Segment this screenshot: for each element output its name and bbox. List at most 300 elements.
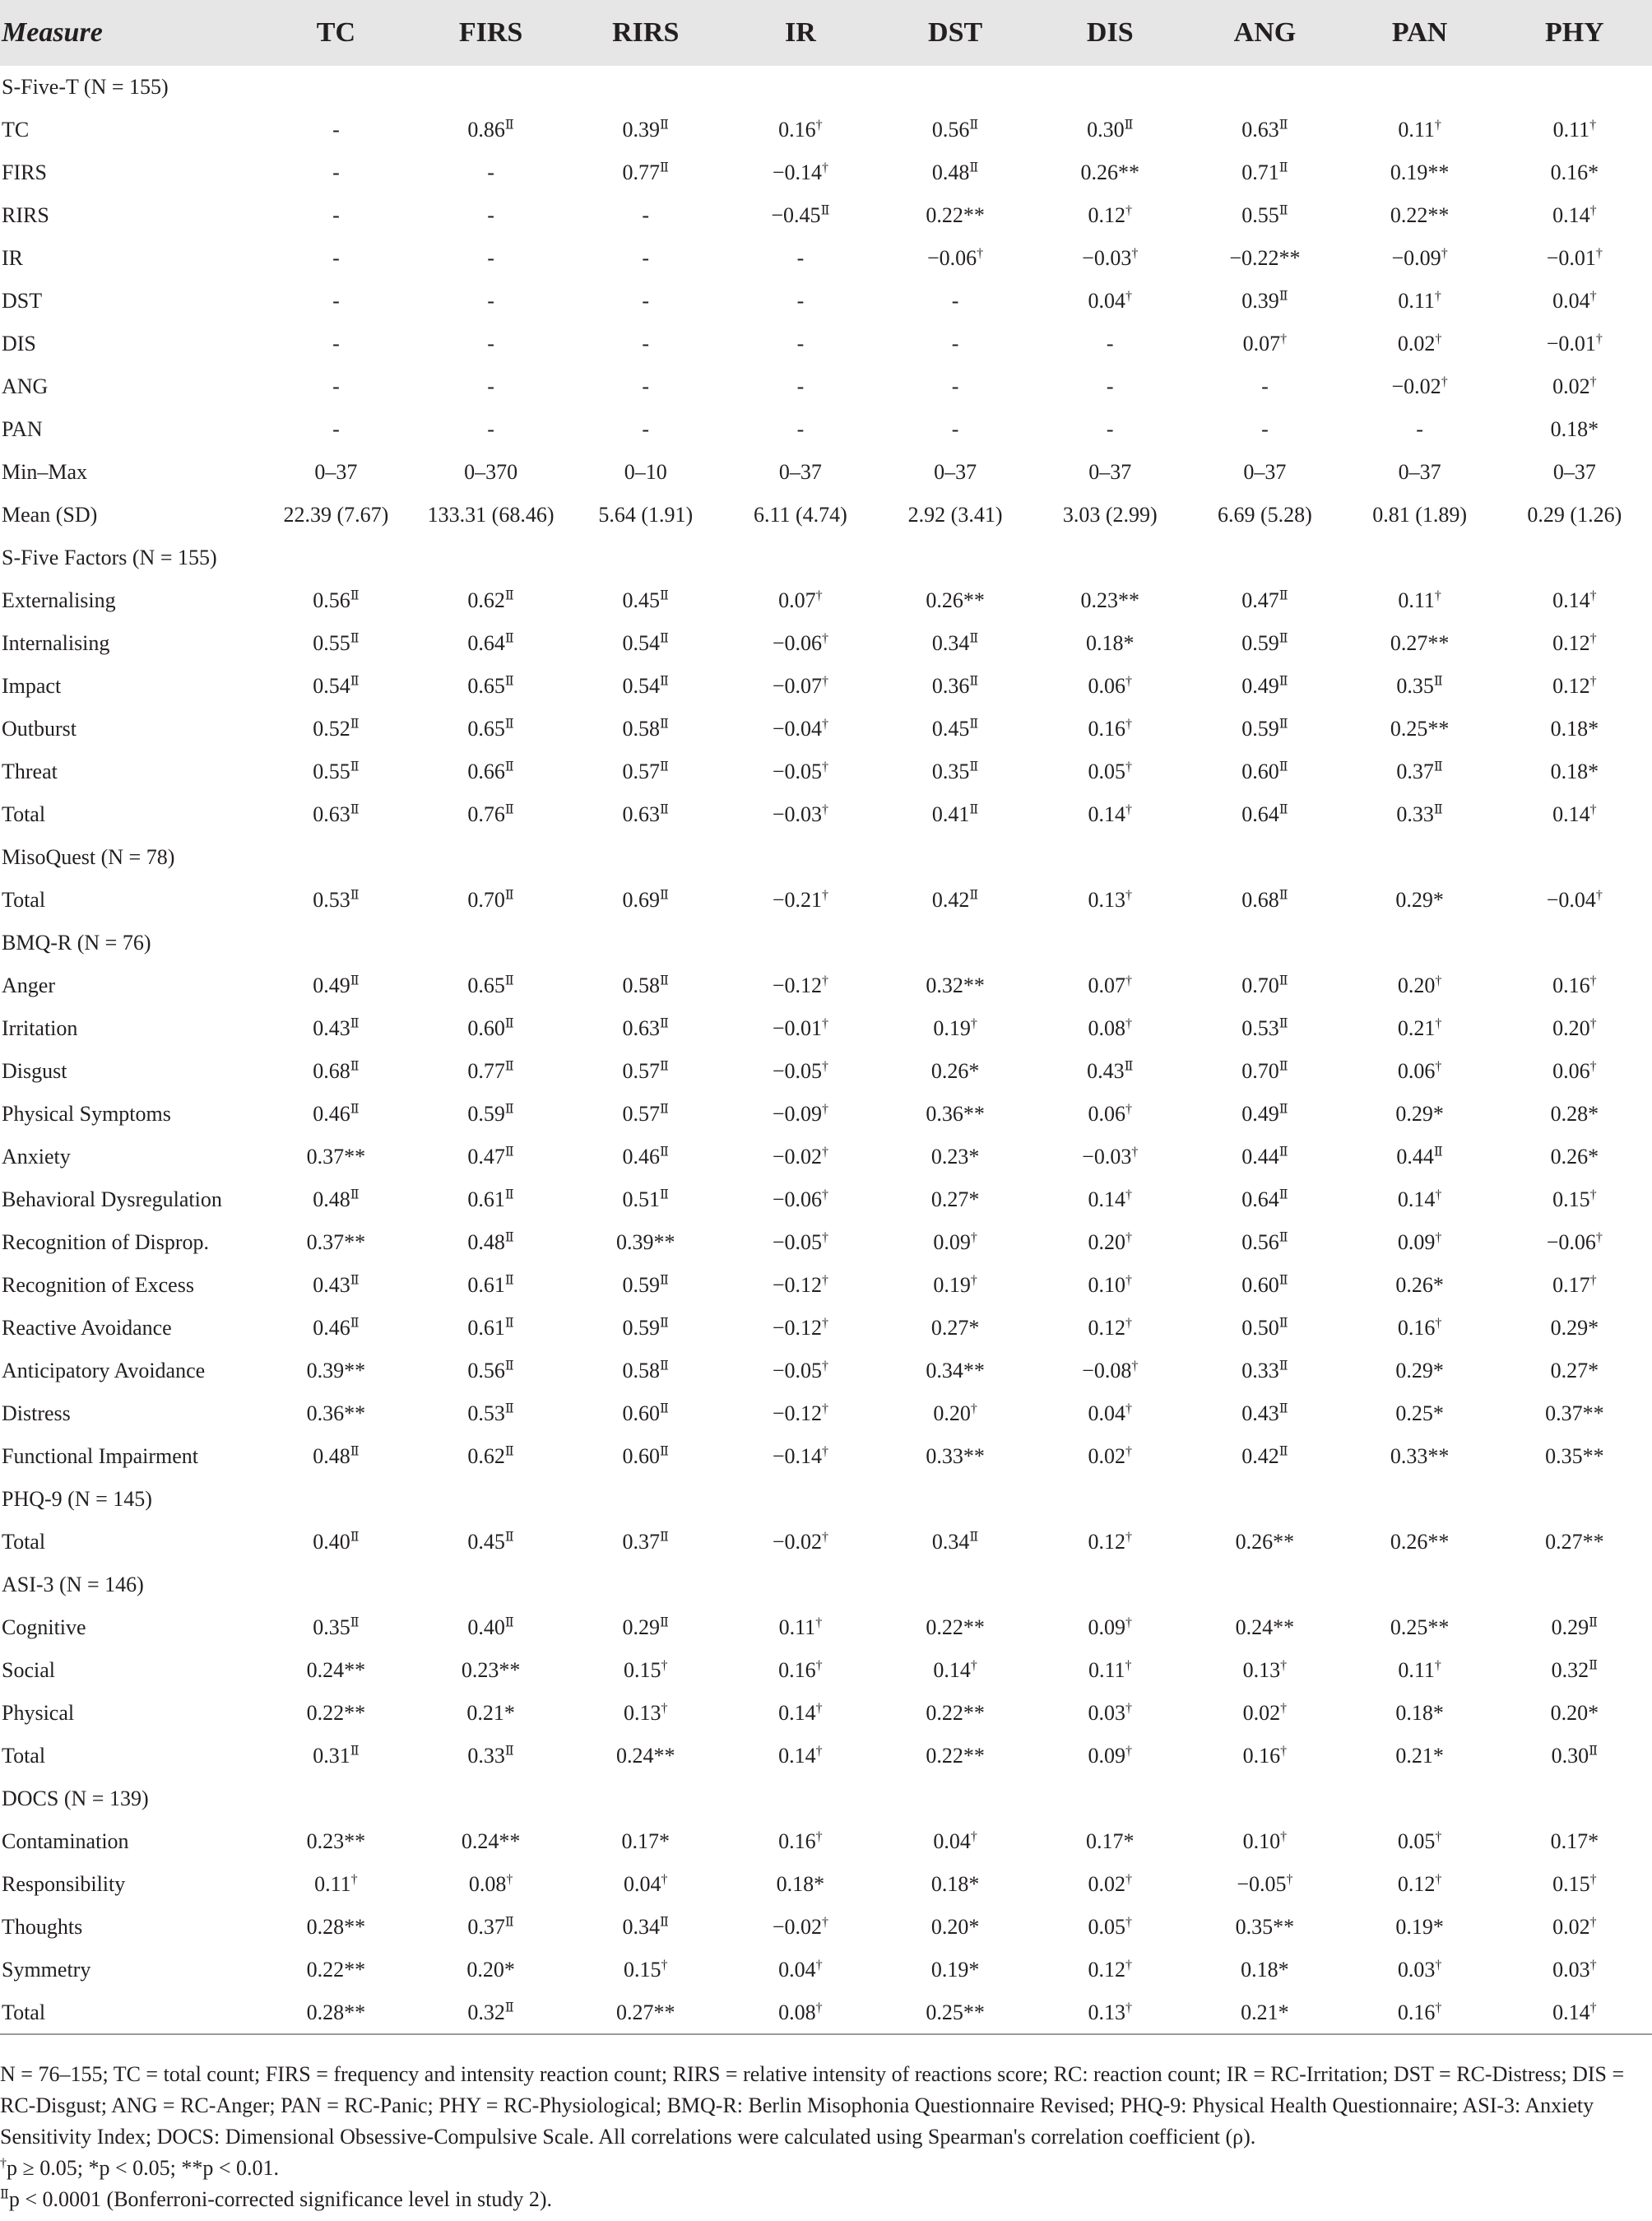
table-cell: 0.04† [778, 1958, 823, 1982]
table-cell: 0.26** [1080, 160, 1139, 184]
table-cell: $0.33^Ⅱ$ [467, 1744, 514, 1768]
table-row [0, 964, 1652, 1007]
table-cell: 0.06† [1088, 1102, 1132, 1126]
row-label: FIRS [2, 160, 47, 184]
section-title: S-Five-T (N = 155) [2, 75, 169, 99]
table-cell: 22.39 (7.67) [283, 503, 389, 527]
table-cell: $0.59^Ⅱ$ [1241, 717, 1288, 741]
table-cell: 0.04† [1552, 289, 1597, 313]
table-cell: 0.36** [926, 1102, 985, 1126]
row-label: Cognitive [2, 1615, 86, 1639]
table-row [0, 1735, 1652, 1777]
table-row [0, 1435, 1652, 1478]
table-cell: 0.26** [1235, 1530, 1295, 1554]
table-cell: 0.18* [1550, 717, 1599, 741]
table-row [0, 1906, 1652, 1949]
table-cell: 0.21† [1397, 1016, 1442, 1040]
row-label: Total [2, 802, 46, 826]
table-cell: 0.28** [306, 1915, 366, 1939]
table-cell: $0.48^Ⅱ$ [467, 1230, 514, 1254]
table-cell: −0.14† [772, 160, 828, 184]
table-row [0, 1307, 1652, 1350]
table-row [0, 1820, 1652, 1863]
table-cell: 0.12† [1552, 674, 1597, 698]
table-cell: - [332, 246, 340, 270]
table-cell: 0.09† [1088, 1744, 1132, 1768]
table-cell: 0.29 (1.26) [1527, 503, 1622, 527]
table-cell: $0.50^Ⅱ$ [1241, 1316, 1288, 1340]
table-cell: −0.05† [1237, 1872, 1293, 1896]
table-cell: −0.12† [772, 1316, 828, 1340]
table-cell: $0.63^Ⅱ$ [313, 802, 360, 826]
table-cell: 0.18* [930, 1872, 980, 1896]
row-label: Recognition of Excess [2, 1273, 194, 1297]
table-cell: 0.34** [926, 1359, 985, 1382]
table-cell: 0.14† [933, 1658, 977, 1682]
table-cell: $0.57^Ⅱ$ [622, 760, 669, 783]
table-row [0, 109, 1652, 151]
table-row [0, 365, 1652, 408]
table-cell: $0.29^Ⅱ$ [622, 1615, 669, 1639]
table-cell: - [332, 289, 340, 313]
table-cell: $0.33^Ⅱ$ [1241, 1359, 1288, 1382]
table-cell: −0.12† [772, 1273, 828, 1297]
table-cell: 0.14† [778, 1744, 823, 1768]
table-cell: $0.47^Ⅱ$ [467, 1145, 514, 1169]
table-cell: 0.12† [1088, 1530, 1132, 1554]
table-cell: $0.49^Ⅱ$ [1241, 674, 1288, 698]
table-cell: $0.46^Ⅱ$ [313, 1102, 360, 1126]
table-cell: $0.71^Ⅱ$ [1241, 160, 1288, 184]
row-label: Irritation [2, 1016, 78, 1040]
header-col-phy: PHY [1544, 17, 1604, 48]
table-cell: 0.29* [1395, 888, 1444, 912]
table-row [0, 1863, 1652, 1906]
table-cell: $0.30^Ⅱ$ [1551, 1744, 1599, 1768]
table-cell: −0.12† [772, 973, 828, 997]
table-row [0, 622, 1652, 665]
table-cell: 0.11† [778, 1615, 823, 1639]
row-label: DST [2, 289, 43, 313]
table-cell: 0.10† [1088, 1273, 1132, 1297]
table-cell: $-0.45^Ⅱ$ [771, 203, 830, 227]
row-label: Symmetry [2, 1958, 91, 1982]
table-cell: 0.22** [926, 1701, 985, 1725]
table-cell: $0.58^Ⅱ$ [622, 1359, 669, 1382]
table-cell: 0.26* [1550, 1145, 1599, 1169]
table-cell: 0.12† [1088, 203, 1132, 227]
table-cell: $0.65^Ⅱ$ [467, 973, 514, 997]
table-cell: - [951, 417, 959, 441]
table-row [0, 451, 1652, 494]
table-cell: 5.64 (1.91) [598, 503, 694, 527]
table-cell: 0.36** [306, 1401, 366, 1425]
table-cell: −0.02† [772, 1145, 828, 1169]
table-cell: 0.13† [1242, 1658, 1288, 1682]
table-cell: 0.23** [306, 1829, 366, 1853]
table-cell: 0.16† [1552, 973, 1597, 997]
table-cell: 0.29* [1550, 1316, 1599, 1340]
table-cell: 0.17* [1550, 1829, 1599, 1853]
table-cell: 0.22** [306, 1958, 366, 1982]
table-cell: 0.03† [1088, 1701, 1132, 1725]
table-cell: −0.04† [772, 717, 828, 741]
table-cell: - [487, 332, 494, 355]
section-header-row [0, 836, 1652, 879]
table-cell: 0.06† [1552, 1059, 1597, 1083]
row-label: Physical [2, 1701, 75, 1725]
table-cell: - [1106, 374, 1114, 398]
table-cell: $0.32^Ⅱ$ [1551, 1658, 1599, 1682]
table-cell: 0.12† [1552, 631, 1597, 655]
table-cell: 0.22** [1390, 203, 1450, 227]
row-label: Anxiety [2, 1145, 71, 1169]
row-label: PAN [2, 417, 43, 441]
table-cell: 0.20* [466, 1958, 515, 1982]
table-cell: 0.16† [778, 1658, 823, 1682]
table-cell: - [487, 246, 494, 270]
table-cell: $0.55^Ⅱ$ [313, 760, 360, 783]
table-cell: $0.60^Ⅱ$ [1241, 1273, 1288, 1297]
table-cell: 0–37 [314, 460, 358, 484]
note-significance: †p ≥ 0.05; *p < 0.05; **p < 0.01. [0, 2156, 280, 2180]
table-cell: $0.70^Ⅱ$ [1241, 1059, 1288, 1083]
table-cell: $0.77^Ⅱ$ [467, 1059, 514, 1083]
table-cell: 0.24** [1235, 1615, 1295, 1639]
table-row [0, 494, 1652, 537]
table-cell: 0.02† [1088, 1872, 1132, 1896]
table-cell: 0.02† [1397, 332, 1442, 355]
table-cell: −0.12† [772, 1401, 828, 1425]
table-cell: −0.06† [927, 246, 984, 270]
row-label: Behavioral Dysregulation [2, 1187, 222, 1211]
table-cell: $0.59^Ⅱ$ [467, 1102, 514, 1126]
table-row [0, 1264, 1652, 1307]
table-row [0, 793, 1652, 836]
table-cell: $0.36^Ⅱ$ [931, 674, 979, 698]
table-cell: $0.66^Ⅱ$ [467, 760, 514, 783]
row-label: Total [0, 1991, 258, 2034]
table-cell: 0.12† [1397, 1872, 1442, 1896]
table-cell: $0.55^Ⅱ$ [313, 631, 360, 655]
table-notes [0, 2059, 1637, 2215]
table-cell: $0.43^Ⅱ$ [313, 1016, 360, 1040]
table-cell: 0.04† [623, 1872, 668, 1896]
table-cell: 0.11† [1088, 1658, 1132, 1682]
row-label: Externalising [2, 588, 116, 612]
row-label: Recognition of Disprop. [2, 1230, 210, 1254]
table-cell: 0–37 [1552, 460, 1596, 484]
table-cell: 0.20† [1552, 1016, 1597, 1040]
table-cell: 0.04† [933, 1829, 977, 1853]
table-cell: −0.03† [772, 802, 828, 826]
table-cell: 0.35** [1545, 1444, 1604, 1468]
table-cell: 0.22** [926, 203, 985, 227]
table-cell: 0.11† [1398, 588, 1441, 612]
table-row [0, 1649, 1652, 1692]
row-label: RIRS [2, 203, 49, 227]
table-cell: $0.59^Ⅱ$ [622, 1316, 669, 1340]
table-cell: 0.21* [1395, 1744, 1444, 1768]
table-cell: 0.14† [1088, 1187, 1132, 1211]
table-cell: −0.03† [1082, 246, 1139, 270]
table-cell: 0.27** [568, 1991, 723, 2034]
table-cell: $0.53^Ⅱ$ [313, 888, 360, 912]
table-row [0, 1093, 1652, 1136]
table-cell: −0.06† [772, 631, 828, 655]
table-cell: $0.56^Ⅱ$ [467, 1359, 514, 1382]
table-cell: $0.64^Ⅱ$ [1241, 1187, 1288, 1211]
table-cell: 0.26* [1395, 1273, 1444, 1297]
table-cell: $0.63^Ⅱ$ [622, 802, 669, 826]
table-cell: 133.31 (68.46) [427, 503, 555, 527]
table-cell: 0.06† [1088, 674, 1132, 698]
table-cell: $0.29^Ⅱ$ [1551, 1615, 1599, 1639]
table-cell: $0.49^Ⅱ$ [1241, 1102, 1288, 1126]
table-row [0, 1991, 1652, 2034]
table-cell: $0.69^Ⅱ$ [622, 888, 669, 912]
table-cell: 0.15† [1552, 1187, 1597, 1211]
table-cell: 0.39** [306, 1359, 366, 1382]
row-label: DIS [2, 332, 36, 355]
table-row [0, 280, 1652, 323]
table-cell: - [951, 332, 959, 355]
table-cell: 0.03† [1552, 1958, 1597, 1982]
table-cell: 0.14† [1397, 1187, 1442, 1211]
table-cell: −0.14† [772, 1444, 828, 1468]
table-cell: 0.18* [776, 1872, 825, 1896]
table-cell: - [332, 118, 340, 142]
table-cell: 0.07† [778, 588, 823, 612]
table-cell: 0.04† [1088, 1401, 1132, 1425]
table-cell: $0.70^Ⅱ$ [467, 888, 514, 912]
table-cell: 0–37 [778, 460, 822, 484]
table-cell: 0.14† [778, 1701, 823, 1725]
table-cell: 0.28* [1550, 1102, 1599, 1126]
table-cell: −0.09† [772, 1102, 828, 1126]
table-cell: 0.11† [1398, 289, 1441, 313]
table-cell: −0.02† [772, 1530, 828, 1554]
table-cell: $0.39^Ⅱ$ [622, 118, 669, 142]
table-cell: 0.27* [1550, 1359, 1599, 1382]
table-cell: 0.29* [1395, 1359, 1444, 1382]
table-cell: 0.15† [623, 1658, 668, 1682]
table-cell: $0.43^Ⅱ$ [1087, 1059, 1134, 1083]
table-cell: 0.23** [461, 1658, 521, 1682]
header-col-firs: FIRS [458, 17, 523, 48]
table-cell: 0.11† [314, 1872, 358, 1896]
table-cell: 0.02† [1242, 1701, 1288, 1725]
table-cell: 0.08† [468, 1872, 513, 1896]
row-label: Threat [2, 760, 58, 783]
table-cell: −0.09† [1391, 246, 1448, 270]
table-cell: $0.52^Ⅱ$ [313, 717, 360, 741]
table-cell: 0.16† [778, 118, 823, 142]
table-cell: $0.76^Ⅱ$ [467, 802, 514, 826]
table-cell: $0.86^Ⅱ$ [467, 118, 514, 142]
table-cell: 0.24** [306, 1658, 366, 1682]
table-cell: 0.15† [623, 1958, 668, 1982]
table-cell: 0.13† [1088, 888, 1132, 912]
table-cell: 0.23* [930, 1145, 980, 1169]
table-cell: $0.45^Ⅱ$ [622, 588, 669, 612]
table-cell: 0.13† [623, 1701, 668, 1725]
table-cell: - [796, 417, 805, 441]
header-col-dis: DIS [1086, 17, 1134, 48]
table-cell: 0.11† [1398, 1658, 1441, 1682]
table-row [0, 750, 1652, 793]
table-cell: 6.69 (5.28) [1218, 503, 1312, 527]
table-cell: $0.47^Ⅱ$ [1241, 588, 1288, 612]
table-cell: $0.34^Ⅱ$ [931, 631, 979, 655]
table-cell: 0.09† [1088, 1615, 1132, 1639]
table-row [0, 1392, 1652, 1435]
table-cell: $0.35^Ⅱ$ [931, 760, 979, 783]
table-row [0, 1136, 1652, 1178]
table-cell: 0.37** [306, 1230, 366, 1254]
table-cell: 0.18* [1086, 631, 1135, 655]
table-cell: 0.16* [1550, 160, 1599, 184]
table-cell: 0.33** [1390, 1444, 1450, 1468]
table-cell: - [1261, 374, 1269, 398]
table-cell: $0.64^Ⅱ$ [1241, 802, 1288, 826]
table-cell: - [642, 374, 650, 398]
table-cell: - [951, 374, 959, 398]
table-cell: −0.21† [772, 888, 828, 912]
table-cell: $0.57^Ⅱ$ [622, 1102, 669, 1126]
row-label: Distress [2, 1401, 71, 1425]
table-cell: 0.21* [466, 1701, 515, 1725]
table-cell: $0.48^Ⅱ$ [313, 1187, 360, 1211]
table-cell: $0.46^Ⅱ$ [313, 1316, 360, 1340]
table-cell: 0–10 [624, 460, 667, 484]
table-cell: $0.48^Ⅱ$ [931, 160, 979, 184]
table-row [0, 1007, 1652, 1050]
table-cell: 0.23** [1080, 588, 1139, 612]
table-cell: −0.03† [1082, 1145, 1139, 1169]
table-cell: $0.63^Ⅱ$ [622, 1016, 669, 1040]
row-label: Anger [2, 973, 55, 997]
table-row [0, 1350, 1652, 1392]
table-cell: −0.04† [1546, 888, 1603, 912]
table-cell: $0.33^Ⅱ$ [1396, 802, 1443, 826]
table-cell: 0.20* [1550, 1701, 1599, 1725]
table-cell: $0.60^Ⅱ$ [1241, 760, 1288, 783]
table-cell: - [1106, 417, 1114, 441]
table-cell: $0.37^Ⅱ$ [467, 1915, 514, 1939]
table-cell: 0.25** [1390, 717, 1450, 741]
table-cell: $0.59^Ⅱ$ [1241, 631, 1288, 655]
table-cell: −0.06† [1546, 1230, 1603, 1254]
table-cell: 6.11 (4.74) [753, 503, 847, 527]
table-row [0, 151, 1652, 194]
table-cell: - [487, 160, 494, 184]
table-cell: $0.35^Ⅱ$ [1396, 674, 1443, 698]
header-col-pan: PAN [1391, 17, 1448, 48]
table-cell: 0–37 [1243, 460, 1287, 484]
table-cell: 0.20† [1088, 1230, 1132, 1254]
table-cell: 0.11† [1398, 118, 1441, 142]
table-row [0, 665, 1652, 708]
table-cell: −0.08† [1082, 1359, 1139, 1382]
table-cell: 0.21* [1187, 1991, 1342, 2034]
table-cell: - [642, 289, 650, 313]
table-cell: $0.41^Ⅱ$ [931, 802, 979, 826]
row-label: ANG [2, 374, 49, 398]
table-cell: −0.02† [1391, 374, 1448, 398]
section-title: BMQ-R (N = 76) [2, 931, 151, 955]
table-cell: 0.16† [1343, 1991, 1497, 2034]
table-cell: $0.43^Ⅱ$ [313, 1273, 360, 1297]
table-cell: 0.19* [1395, 1915, 1444, 1939]
table-cell: 0.08† [723, 1991, 878, 2034]
header-col-rirs: RIRS [612, 17, 680, 48]
table-cell: $0.42^Ⅱ$ [1241, 1444, 1288, 1468]
table-cell: $0.37^Ⅱ$ [1396, 760, 1443, 783]
table-cell: - [332, 203, 340, 227]
table-cell: $0.65^Ⅱ$ [467, 674, 514, 698]
section-header-row [0, 66, 1652, 109]
row-label: Physical Symptoms [2, 1102, 171, 1126]
table-cell: - [332, 417, 340, 441]
table-cell: 0.37** [306, 1145, 366, 1169]
table-cell: - [487, 417, 494, 441]
table-cell: $0.70^Ⅱ$ [1241, 973, 1288, 997]
table-row [0, 1050, 1652, 1093]
header-measure: Measure [2, 17, 103, 48]
table-cell: - [487, 289, 494, 313]
row-label: Functional Impairment [2, 1444, 199, 1468]
table-row [0, 879, 1652, 922]
row-label: Total [2, 1744, 46, 1768]
table-cell: $0.65^Ⅱ$ [467, 717, 514, 741]
table-cell: $0.54^Ⅱ$ [313, 674, 360, 698]
table-cell: $0.40^Ⅱ$ [467, 1615, 514, 1639]
table-cell: −0.05† [772, 1059, 828, 1083]
table-cell: $0.77^Ⅱ$ [622, 160, 669, 184]
table-row [0, 1178, 1652, 1221]
section-header-row [0, 922, 1652, 964]
table-cell: - [1106, 332, 1114, 355]
table-cell: $0.34^Ⅱ$ [622, 1915, 669, 1939]
table-cell: $0.35^Ⅱ$ [313, 1615, 360, 1639]
table-cell: 0.27* [930, 1316, 980, 1340]
table-cell: $0.61^Ⅱ$ [467, 1187, 514, 1211]
row-label: Responsibility [2, 1872, 126, 1896]
table-cell: $0.30^Ⅱ$ [1087, 118, 1134, 142]
table-row [0, 1521, 1652, 1564]
table-cell: 0.81 (1.89) [1372, 503, 1468, 527]
row-label: IR [2, 246, 23, 270]
row-label: Min–Max [2, 460, 87, 484]
table-cell: $0.68^Ⅱ$ [313, 1059, 360, 1083]
table-cell: −0.07† [772, 674, 828, 698]
table-cell: 0.05† [1397, 1829, 1442, 1853]
table-cell: $0.59^Ⅱ$ [622, 1273, 669, 1297]
table-cell: - [642, 203, 650, 227]
table-cell: $0.49^Ⅱ$ [313, 973, 360, 997]
table-row [0, 408, 1652, 451]
table-cell: $0.60^Ⅱ$ [467, 1016, 514, 1040]
table-cell: 0.20* [930, 1915, 980, 1939]
header-col-dst: DST [928, 17, 983, 48]
table-cell: 0.14† [1552, 802, 1597, 826]
table-cell: $0.44^Ⅱ$ [1396, 1145, 1443, 1169]
table-cell: 0.27** [1545, 1530, 1604, 1554]
table-cell: $0.45^Ⅱ$ [931, 717, 979, 741]
note-bonferroni: $^Ⅱ$p < 0.0001 (Bonferroni-corrected significance level in study 2). [0, 2187, 552, 2211]
table-cell: 0.25** [1390, 1615, 1450, 1639]
